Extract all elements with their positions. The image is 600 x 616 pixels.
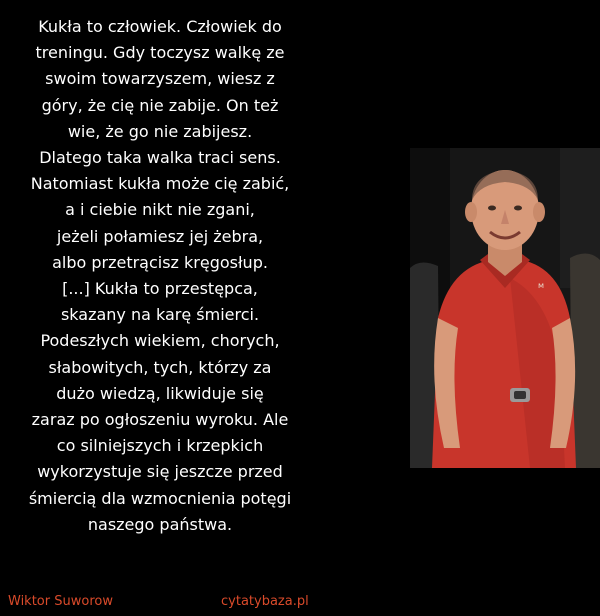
- quote-line: a i ciebie nikt nie zgani,: [65, 200, 255, 220]
- quote-line: Podeszłych wiekiem, chorych,: [40, 331, 280, 351]
- quote-line: naszego państwa.: [87, 514, 233, 534]
- quote-line: góry, że cię nie zabije. On też: [41, 95, 279, 115]
- quote-line: co silniejszych i krzepkich: [56, 436, 264, 456]
- quote-line: dużo wiedzą, likwiduje się: [56, 383, 264, 403]
- author-name[interactable]: Wiktor Suworow: [8, 594, 113, 609]
- quote-line: wie, że go nie zabijesz.: [67, 121, 253, 141]
- quote-line: śmiercią dla wzmocnienia potęgi: [28, 488, 292, 508]
- quote-line: Natomiast kukła może cię zabić,: [30, 174, 290, 194]
- quote-line: zaraz po ogłoszeniu wyroku. Ale: [31, 410, 289, 430]
- quote-text: [10, 14, 310, 538]
- quote-line: Kukła to człowiek. Człowiek do: [38, 17, 282, 36]
- quote-line: treningu. Gdy toczysz walkę ze: [35, 43, 285, 63]
- quote-line: [...] Kukła to przestępca,: [62, 279, 258, 299]
- quote-line: słabowitych, tych, którzy za: [48, 357, 272, 377]
- quote-line: Dlatego taka walka traci sens.: [39, 148, 281, 168]
- quote-line: swoim towarzyszem, wiesz z: [45, 69, 275, 89]
- svg-text:ᴍ: ᴍ: [538, 281, 545, 290]
- site-name[interactable]: cytatybaza.pl: [221, 594, 309, 609]
- quote-line: albo przetrącisz kręgosłup.: [52, 252, 268, 272]
- quote-line: jeżeli połamiesz jej żebra,: [56, 226, 264, 246]
- author-photo: [410, 148, 600, 468]
- quote-line: skazany na karę śmierci.: [60, 305, 260, 325]
- author-portrait-illustration: [410, 148, 600, 468]
- quote-line: wykorzystuje się jeszcze przed: [37, 462, 283, 482]
